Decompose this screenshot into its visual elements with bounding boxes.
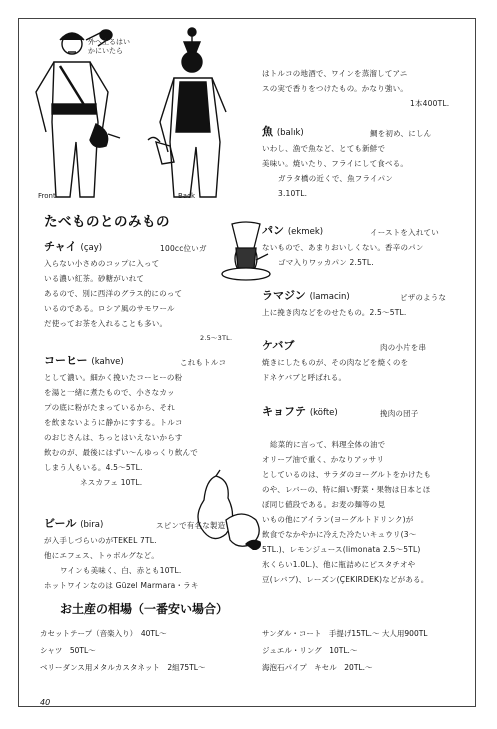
beer-line-3: 他にエフェス、トゥボルグなど。 xyxy=(44,551,160,560)
chai-title-text: チャイ xyxy=(44,240,77,253)
souvenir-row-2: シャツ 50TL～ xyxy=(40,646,96,655)
fish-line-2: いわし、漁で魚など、とても新鮮で xyxy=(262,144,386,153)
beer-line-1: スピンで有名な製造 xyxy=(156,521,226,530)
lamacin-title xyxy=(262,287,350,303)
chai-line-2: 入らない小さめのコップに入って xyxy=(44,259,160,268)
beer-line-2: が入手しづらいのがTEKEL 7TL. xyxy=(44,536,157,545)
chai-price: 2.5～3TL. xyxy=(200,334,233,342)
chai-line-1: 100cc位いガ xyxy=(160,244,207,253)
chai-line-4: あるので、別に西洋のグラス的にのって xyxy=(44,289,183,298)
kebab-line-1: 肉の小片を串 xyxy=(380,343,427,352)
souvenir-title: お土産の相場（一番安い場合） xyxy=(60,602,229,616)
front-label: Front xyxy=(38,192,56,200)
fish-reading: (balık) xyxy=(276,128,304,138)
food-drink-title: たべものとのみもの xyxy=(44,214,170,230)
bread-line-3: ゴマ入りワッカパン 2.5TL. xyxy=(278,258,374,267)
bread-title-text: パン xyxy=(262,224,284,237)
coffee-line-1: これもトルコ xyxy=(180,358,227,367)
coffee-line-8: しまう人もいる。4.5～5TL. xyxy=(44,463,143,472)
kebab-line-3: ドネケバブと呼ばれる。 xyxy=(262,373,347,382)
back-label: Back xyxy=(178,192,195,200)
general-line-5: ぼ同じ値段である。お麦の麺等の見 xyxy=(262,500,386,509)
general-line-2: オリーブ油で重く、かなりアッサリ xyxy=(262,455,385,464)
raki-line-1: はトルコの地酒で、ワインを蒸溜してアニ xyxy=(262,69,408,78)
chai-line-5: いるのである。ロシア風のサモワール xyxy=(44,304,175,313)
souvenir-row-5: ジュエル・リング 10TL.～ xyxy=(262,646,358,655)
souvenir-row-3: ベリーダンス用メタルカスタネット 2組75TL～ xyxy=(40,663,206,672)
chai-line-3: いる濃い紅茶。砂糖がいれて xyxy=(44,274,145,283)
souvenir-row-6: 海泡石パイプ キセル 20TL.～ xyxy=(262,663,373,672)
chai-reading: (çay) xyxy=(80,243,103,253)
waiter-illustration xyxy=(24,22,254,210)
souvenir-row-4: サンダル・コート 手提げ15TL.～ 大人用900TL xyxy=(262,629,428,638)
lamacin-line-2: 上に挽き肉などをのせたもの。2.5～5TL. xyxy=(262,308,407,317)
beer-title xyxy=(44,515,103,531)
beer-line-4: ワインも美味く、白、赤とも10TL. xyxy=(60,566,182,575)
fish-line-4: ガラタ橋の近くで、魚フライパン xyxy=(278,174,393,183)
kebab-line-2: 焼きにしたものが、その肉などを焼くのを xyxy=(262,358,409,367)
lamacin-title-text: ラマジン xyxy=(262,289,306,302)
chai-title xyxy=(44,238,102,254)
souvenir-row-1: カセットテープ（音楽入り） 40TL～ xyxy=(40,629,167,638)
fish-line-1: 鯛を初め、にしん xyxy=(370,129,432,138)
kofte-line-1: 挽肉の団子 xyxy=(380,409,419,418)
fish-line-5: 3.10TL. xyxy=(278,189,308,198)
beer-title-text: ビール xyxy=(44,517,77,530)
kebab-title: ケバブ xyxy=(262,339,295,352)
coffee-line-2: として濃い。細かく挽いたコーヒーの粉 xyxy=(44,373,183,382)
beer-line-5: ホットワインなのは Güzel Marmara・ラキ xyxy=(44,581,199,590)
coffee-line-9: ネスカフェ 10TL. xyxy=(80,478,143,487)
lamacin-reading: (lamacin) xyxy=(309,292,350,302)
general-line-4: のや、レバーの、特に細い野菜・果物は日本とほ xyxy=(262,485,431,494)
bread-title xyxy=(262,222,323,238)
coffee-line-3: を湯と一緒に煮たもので、小さなカッ xyxy=(44,388,175,397)
raki-line-2: スの実で香りをつけたもの。かなり強い。 xyxy=(262,84,408,93)
raki-price: 1本400TL. xyxy=(410,99,450,108)
bread-reading: (ekmek) xyxy=(287,227,324,237)
fish-title-text: 魚 xyxy=(262,125,273,138)
beer-reading: (bira) xyxy=(80,520,104,530)
coffee-line-4: プの底に粉がたまっているから、それ xyxy=(44,403,175,412)
coffee-reading: (kahve) xyxy=(91,357,124,367)
kofte-reading: (köfte) xyxy=(309,408,338,418)
fruit-illustration xyxy=(186,468,266,550)
coffee-title xyxy=(44,352,124,368)
general-line-10: 豆(レバブ)、レーズン(ÇEKIRDEK)などがある。 xyxy=(262,575,429,584)
coffee-line-5: を飲まないように静かにすする。トルコ xyxy=(44,418,183,427)
chai-line-6: だ使ってお茶を入れることも多い。 xyxy=(44,319,168,328)
fish-title xyxy=(262,123,304,139)
page-number: 40 xyxy=(40,698,51,707)
kofte-title xyxy=(262,403,338,419)
general-line-9: 氷くらい1.0L.)、他に瓶詰めにピスタチオや xyxy=(262,560,416,569)
speech-label: 外へ上るはいかにいたら xyxy=(88,38,130,55)
coffee-line-6: のおじさんは、ちっとはいえないからす xyxy=(44,433,183,442)
bread-line-1: イーストを入れてい xyxy=(370,228,439,237)
general-line-8: 5TL.)、レモンジュース(limonata 2.5～5TL) xyxy=(262,545,421,554)
general-line-6: いもの他にアイラン(ヨーグルトドリンク)が xyxy=(262,515,414,524)
kofte-title-text: キョフテ xyxy=(262,405,306,418)
general-line-1: 総菜的に言って、料理全体の油で xyxy=(270,440,386,449)
coffee-title-text: コーヒー xyxy=(44,354,88,367)
coffee-line-7: 飲むのが、最後にはずい～んゆっくり飲んで xyxy=(44,448,198,457)
bread-line-2: ないもので、あまりおいしくない。香辛のパン xyxy=(262,243,424,252)
general-line-7: 飲食でなかやかに冷えた冷たいキュウリ(3～ xyxy=(262,530,417,539)
general-line-3: としているのは、サラダのヨーグルトをかけたも xyxy=(262,470,432,479)
lamacin-line-1: ピザのような xyxy=(400,293,447,302)
fish-line-3: 美味い。焼いたり、フライにして食べる。 xyxy=(262,159,409,168)
